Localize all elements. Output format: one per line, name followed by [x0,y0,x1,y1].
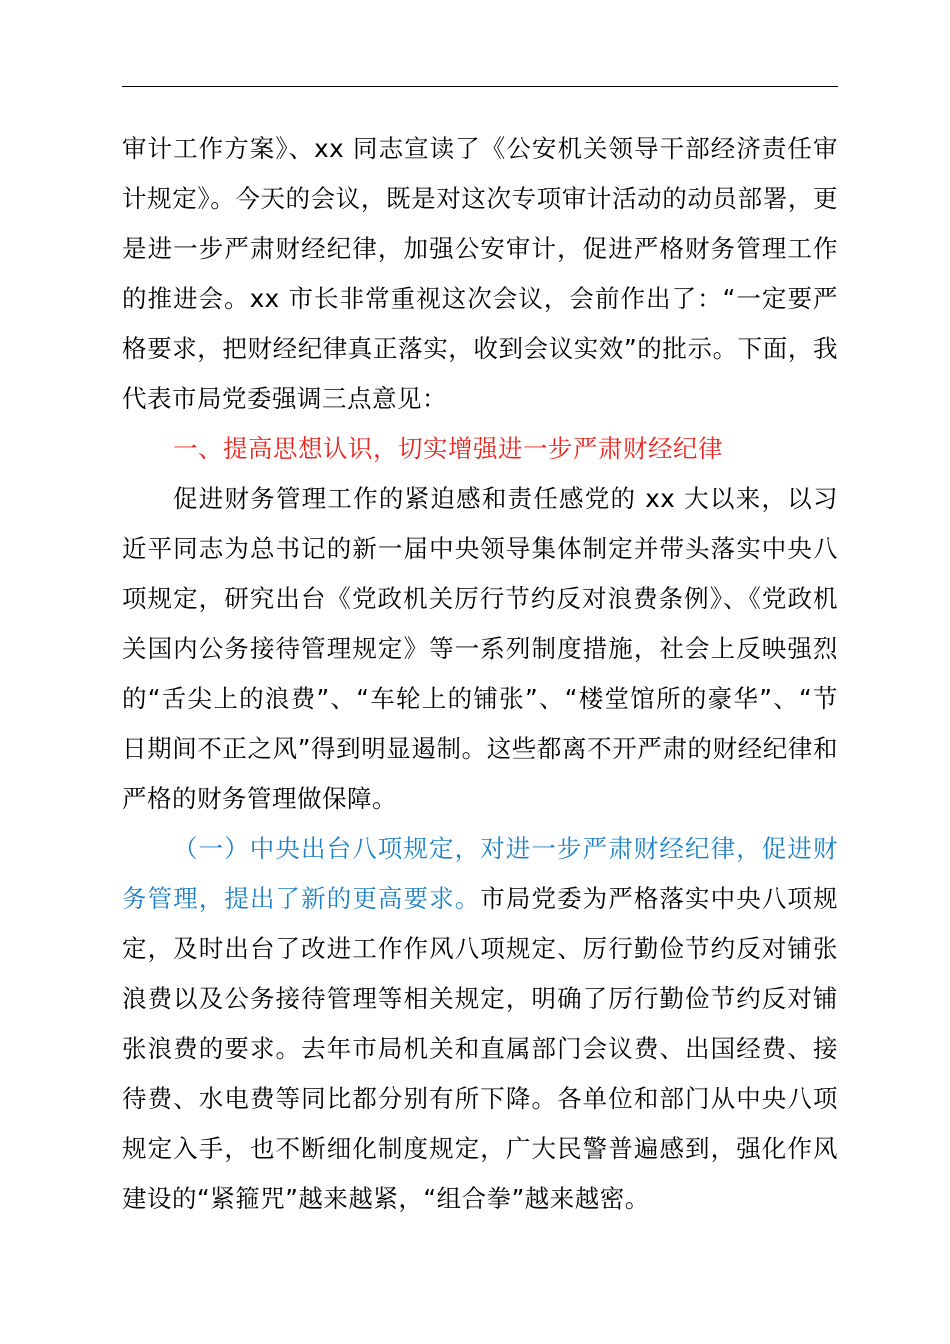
header-rule [122,86,838,87]
subsection-heading-1: （一）中央出台八项规定，对进一步严肃财经纪律，促进财务管理，提出了新的更高要求。 [122,834,838,913]
paragraph-section-1-intro: 促进财务管理工作的紧迫感和责任感党的 xx 大以来，以习近平同志为总书记的新一届中央领导集体制定并带头落实中央八项规定，研究出台《党政机关厉行节约反对浪费条例》、《党政机关国内公务接待管理规定》等一系列制度措施，社会上反映强烈的“舌尖上的浪费”、“车轮上的铺张”、“楼堂馆所的豪华”、“节日期间不正之风”得到明显遏制。这些都离不开严肃的财经纪律和严格的财务管理做保障。 [122,484,838,813]
paragraph-subsection-1 [122,824,838,1224]
subsection-1-body: 市局党委为严格落实中央八项规定，及时出台了改进工作作风八项规定、厉行勤俭节约反对铺张浪费以及公务接待管理等相关规定，明确了厉行勤俭节约反对铺张浪费的要求。去年市局机关和直属部门会议费、出国经费、接待费、水电费等同比都分别有所下降。各单位和部门从中央八项规定入手，也不断细化制度规定，广大民警普遍感到，强化作风建设的“紧箍咒”越来越紧，“组合拳”越来越密。 [122,884,838,1213]
section-heading-1: 一、提高思想认识，切实增强进一步严肃财经纪律 [173,434,723,463]
paragraph-continuation: 审计工作方案》、xx 同志宣读了《公安机关领导干部经济责任审计规定》。今天的会议，既是对这次专项审计活动的动员部署，更是进一步严肃财经纪律，加强公安审计，促进严格财务管理工作的推进会。xx 市长非常重视这次会议，会前作出了：“一定要严格要求，把财经纪律真正落实，收到会议实效”的批示。下面，我代表市局党委强调三点意见： [122,134,838,413]
document-body [122,124,838,1224]
